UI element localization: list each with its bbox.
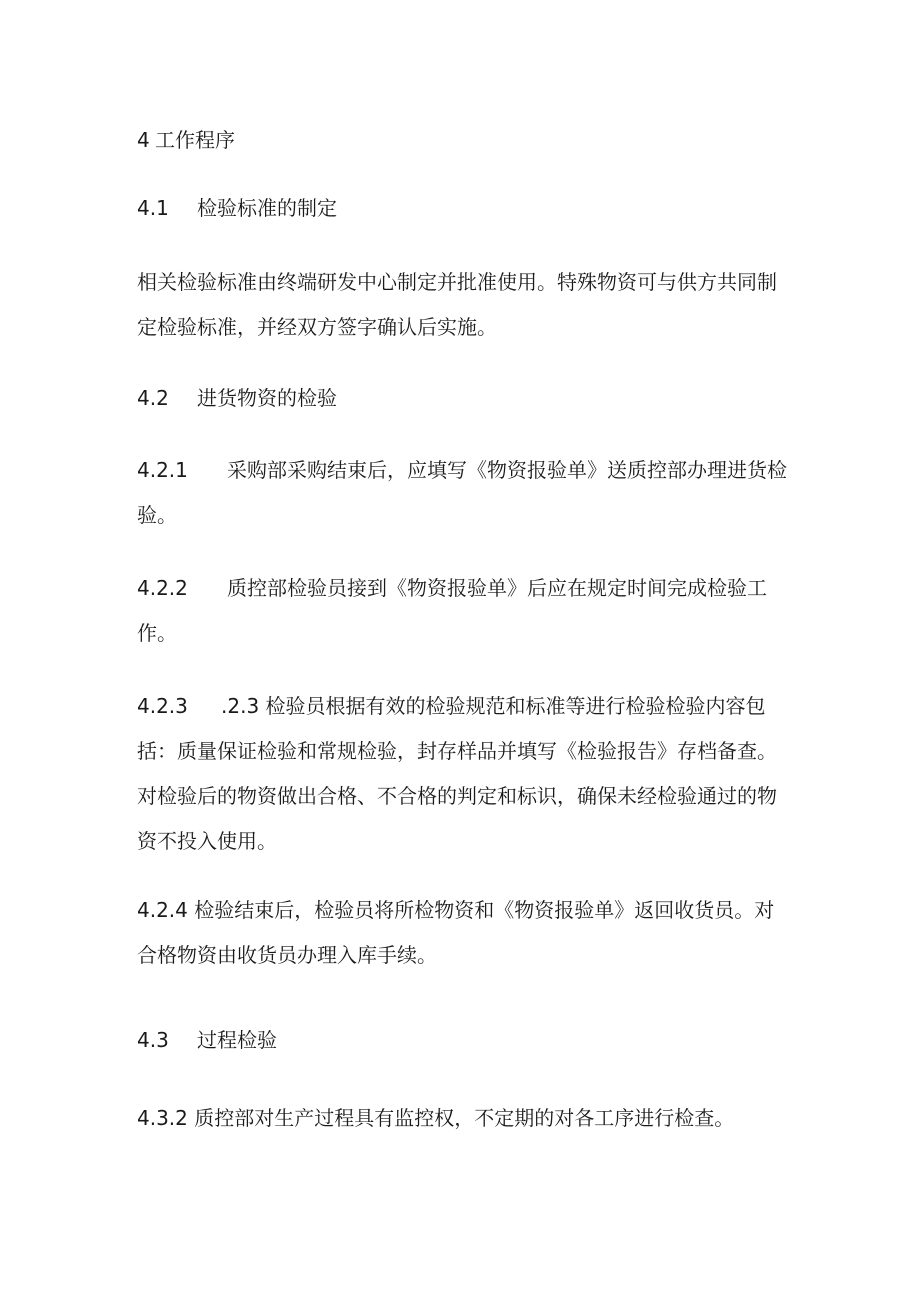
item-text: 质控部对生产过程具有监控权，不定期的对各工序进行检查。 bbox=[194, 1106, 735, 1130]
item-4-2-4 bbox=[137, 888, 787, 978]
heading-number: 4 bbox=[137, 128, 150, 152]
section-number: 4.3 bbox=[137, 1028, 169, 1052]
section-4-3-heading bbox=[137, 1018, 787, 1063]
item-number: 4.2.4 bbox=[137, 898, 188, 922]
item-number: 4.2.2 bbox=[137, 576, 188, 600]
section-4-1-heading bbox=[137, 186, 787, 231]
section-4-1-paragraph: 相关检验标准由终端研发中心制定并批准使用。特殊物资可与供方共同制定检验标准，并经双方签字确认后实施。 bbox=[137, 270, 777, 339]
item-number: 4.2.3 bbox=[137, 694, 188, 718]
section-title: 过程检验 bbox=[197, 1028, 277, 1052]
section-title: 进货物资的检验 bbox=[197, 386, 337, 410]
heading-text: 工作程序 bbox=[155, 128, 235, 152]
section-number: 4.1 bbox=[137, 196, 169, 220]
item-4-2-3 bbox=[137, 684, 787, 864]
item-text: .2.3 检验员根据有效的检验规范和标准等进行检验检验内容包括：质量保证检验和常规检验，封存样品并填写《检验报告》存档备查。对检验后的物资做出合格、不合格的判定和标识，确保未经检验通过的物资不投入使用。 bbox=[137, 694, 777, 853]
item-number: 4.2.1 bbox=[137, 458, 188, 482]
section-title: 检验标准的制定 bbox=[197, 196, 337, 220]
item-text: 检验结束后，检验员将所检物资和《物资报验单》返回收货员。对合格物资由收货员办理入库手续。 bbox=[137, 898, 775, 967]
item-number: 4.3.2 bbox=[137, 1106, 188, 1130]
item-4-3-2 bbox=[137, 1096, 787, 1141]
section-4-2-heading bbox=[137, 376, 787, 421]
heading-work-procedure bbox=[137, 118, 787, 163]
section-number: 4.2 bbox=[137, 386, 169, 410]
item-4-2-2 bbox=[137, 566, 787, 656]
item-4-2-1 bbox=[137, 448, 787, 538]
item-text: 质控部检验员接到《物资报验单》后应在规定时间完成检验工作。 bbox=[137, 576, 767, 645]
item-text: 采购部采购结束后，应填写《物资报验单》送质控部办理进货检验。 bbox=[137, 458, 787, 527]
